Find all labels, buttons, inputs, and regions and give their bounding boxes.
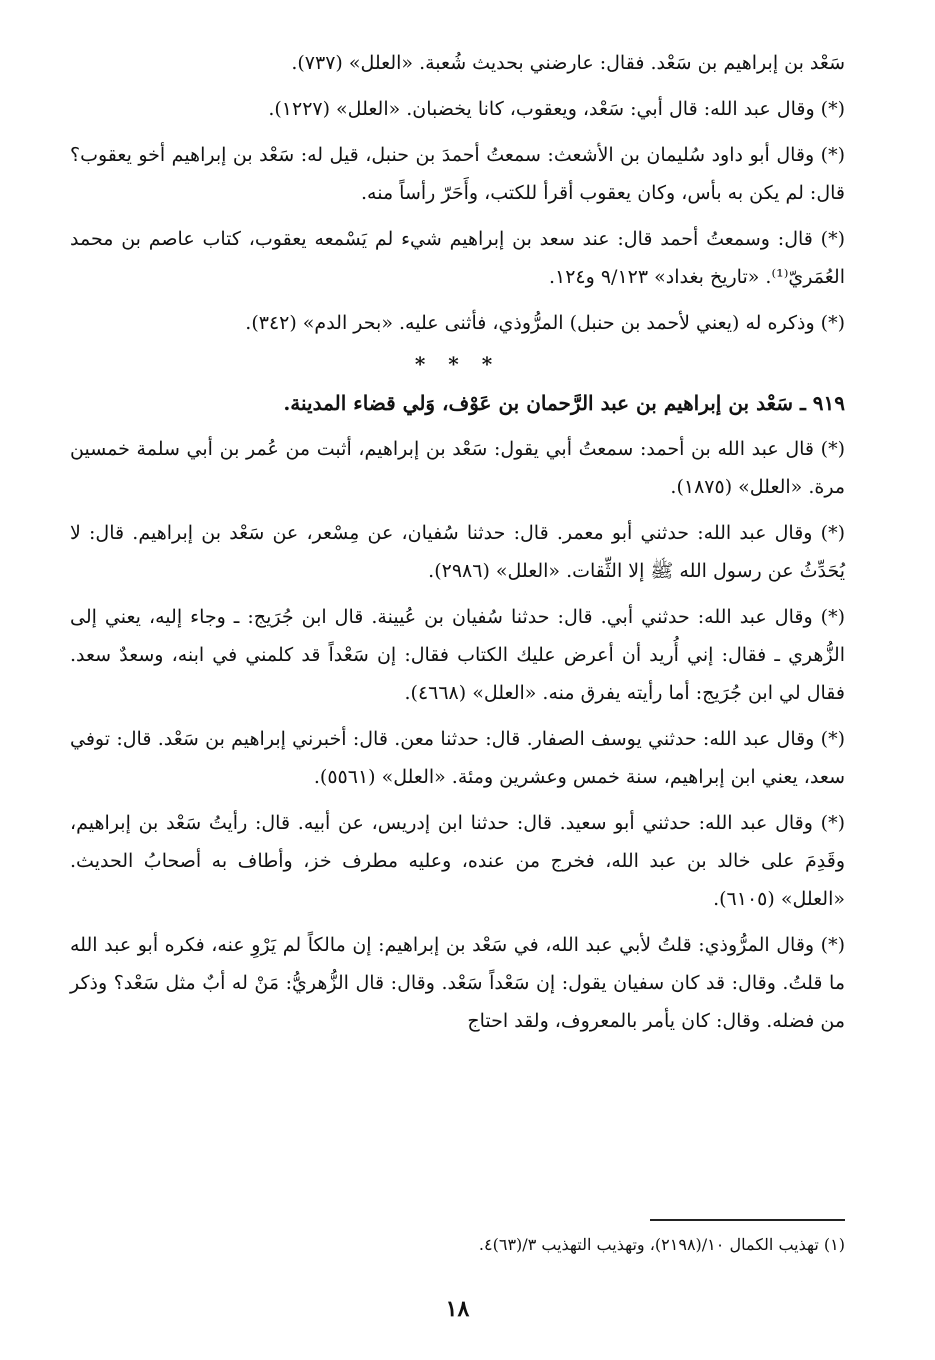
entry-heading: ٩١٩ ـ سَعْد بن إبراهيم بن عبد الرَّحمان بن عَوْف، وَلي قضاء المدينة.	[283, 391, 845, 415]
page-number: ١٨	[445, 1296, 470, 1322]
paragraph-8: (*) وقال عبد الله: حدثني أبي. قال: حدثنا سُفيان بن عُيينة. قال ابن جُرَيج: ـ وجاء إليه، يعني إلى الزُّهري ـ فقال: إني أُريد أن أعرض عليك الكتاب فقال: إن سَعْداً قد كلمني في ابنه، وسعدٌ سعد. فقال لي ابن جُرَيج: أما رأيته يفرق منه. «العلل» (٤٦٦٨).	[70, 606, 845, 704]
paragraph-11: (*) وقال المرُّوذي: قلتُ لأبي عبد الله، في سَعْد بن إبراهيم: إن مالكاً لم يَرْوِ عنه، فكره أبو عبد الله ما قلتُ. وقال: قد كان سفيان يقول: إن سَعْداً سَعْد. وقال: قال الزُّهريُّ: مَنْ له أبٌ مثل سَعْد؟ وذكر من فضله. وقال: كان يأمر بالمعروف، ولقد احتاج	[70, 934, 845, 1032]
paragraph-7: (*) وقال عبد الله: حدثني أبو معمر. قال: حدثنا سُفيان، عن مِسْعر، عن سَعْد بن إبراهيم. قال: لا يُحَدِّثُ عن رسول الله ﷺ إلا الثِّقات. «العلل» (٢٩٨٦).	[70, 522, 845, 582]
paragraph-10: (*) وقال عبد الله: حدثني أبو سعيد. قال: حدثنا ابن إدريس، عن أبيه. قال: رأيتُ سَعْد بن إبراهيم، وقَدِمَ على خالد بن عبد الله، فخرج من عنده، وعليه مطرف خز، وأطاف به أصحابُ الحديث. «العلل» (٦١٠٥).	[70, 812, 845, 910]
footnote: (١) تهذيب الكمال ١٠/(٢١٩٨)، وتهذيب التهذيب ٣/(٦٣)٤.	[478, 1235, 845, 1254]
paragraph-3: (*) وقال أبو داود سُليمان بن الأشعث: سمعتُ أحمدَ بن حنبل، قيل له: سَعْد بن إبراهيم أخو يعقوب؟ قال: لم يكن به بأس، وكان يعقوب أقرأ للكتب، وأَحَرّ رأساً منه.	[70, 144, 845, 204]
paragraph-2: (*) وقال عبد الله: قال أبي: سَعْد، ويعقوب، كانا يخضبان. «العلل» (١٢٢٧).	[268, 98, 845, 120]
paragraph-6: (*) قال عبد الله بن أحمد: سمعتُ أبي يقول: سَعْد بن إبراهيم، أثبت من عُمر بن أبي سلمة خمسين مرة. «العلل» (١٨٧٥).	[70, 438, 845, 498]
paragraph-5: (*) وذكره له (يعني لأحمد بن حنبل) المرُّوذي، فأثنى عليه. «بحر الدم» (٣٤٢).	[245, 312, 845, 334]
paragraph-1: سَعْد بن إبراهيم بن سَعْد. فقال: عارضني بحديث شُعبة. «العلل» (٧٣٧).	[291, 52, 845, 74]
book-page	[70, 44, 845, 1344]
paragraph-4: (*) قال: وسمعتُ أحمد قال: عند سعد بن إبراهيم شيء لم يَسْمعه يعقوب، كتاب عاصم بن محمد العُمَريّ⁽¹⁾. «تاريخ بغداد» ٩/١٢٣ و١٢٤.	[70, 228, 845, 288]
section-ornament: * * *	[414, 352, 501, 376]
footnote-divider	[650, 1219, 845, 1221]
paragraph-9: (*) وقال عبد الله: حدثني يوسف الصفار. قال: حدثنا معن. قال: أخبرني إبراهيم بن سَعْد. قال: توفي سعد، يعني ابن إبراهيم، سنة خمس وعشرين ومئة. «العلل» (٥٥٦١).	[70, 728, 845, 788]
